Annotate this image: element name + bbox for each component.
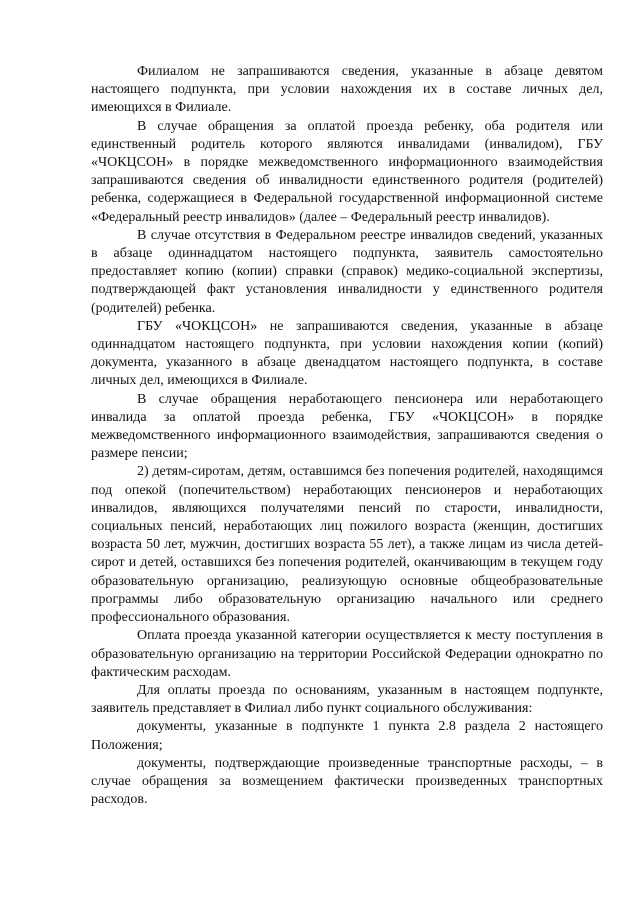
paragraph-8: Для оплаты проезда по основаниям, указанным в настоящем подпункте, заявитель представляет в Филиал либо пункт социального обслуживания: xyxy=(91,682,603,717)
paragraph-5: В случае обращения неработающего пенсионера или неработающего инвалида за оплатой проезда ребенка, ГБУ «ЧОКЦСОН» в порядке межведомственного информационного взаимодействия, запрашиваются сведения о размере пенсии; xyxy=(91,391,603,462)
paragraph-7: Оплата проезда указанной категории осуществляется к месту поступления в образовательную организацию на территории Российской Федерации однократно по фактическим расходам. xyxy=(91,628,603,680)
paragraph-6: 2) детям-сиротам, детям, оставшимся без попечения родителей, находящимся под опекой (попечительством) неработающих пенсионеров и неработающих инвалидов, являющихся получателями пенсий по старости, инвалидности, социальных пенсий, неработающих лиц пожилого возраста (женщин, достигших возраста 50 лет, мужчин, достигших возраста 55 лет), а также лицам из числа детей-сирот и детей, оставшихся без попечения родителей, оканчивающим в текущем году образовательную организацию, реализующую основные общеобразовательные программы либо образовательную организацию начального или среднего профессионального образования. xyxy=(91,464,603,626)
paragraph-9: документы, указанные в подпункте 1 пункта 2.8 раздела 2 настоящего Положения; xyxy=(91,719,603,753)
paragraph-1: Филиалом не запрашиваются сведения, указанные в абзаце девятом настоящего подпункта, при условии нахождения их в составе личных дел, имеющихся в Филиале. xyxy=(91,64,603,116)
paragraph-10: документы, подтверждающие произведенные транспортные расходы, – в случае обращения за возмещением фактически произведенных транспортных расходов. xyxy=(91,755,603,808)
paragraph-4: ГБУ «ЧОКЦСОН» не запрашиваются сведения, указанные в абзаце одиннадцатом настоящего подпункта, при условии нахождения копии (копий) документа, указанного в абзаце двенадцатом настоящего подпункта, в составе личных дел, имеющихся в Филиале. xyxy=(91,318,603,389)
paragraph-2: В случае обращения за оплатой проезда ребенку, оба родителя или единственный родитель которого являются инвалидами (инвалидом), ГБУ «ЧОКЦСОН» в порядке межведомственного информационного взаимодействия запрашиваются сведения об инвалидности единственного родителя (родителей) ребенка, содержащиеся в Федеральной государственной информационной системе «Федеральный реестр инвалидов» (далее – Федеральный реестр инвалидов). xyxy=(91,118,603,225)
document-page xyxy=(91,63,603,809)
paragraph-3: В случае отсутствия в Федеральном реестре инвалидов сведений, указанных в абзаце одиннадцатом настоящего подпункта, заявитель самостоятельно предоставляет копию (копии) справки (справок) медико-социальной экспертизы, подтверждающей факт установления инвалидности у единственного родителя (родителей) ребенка. xyxy=(91,227,603,316)
